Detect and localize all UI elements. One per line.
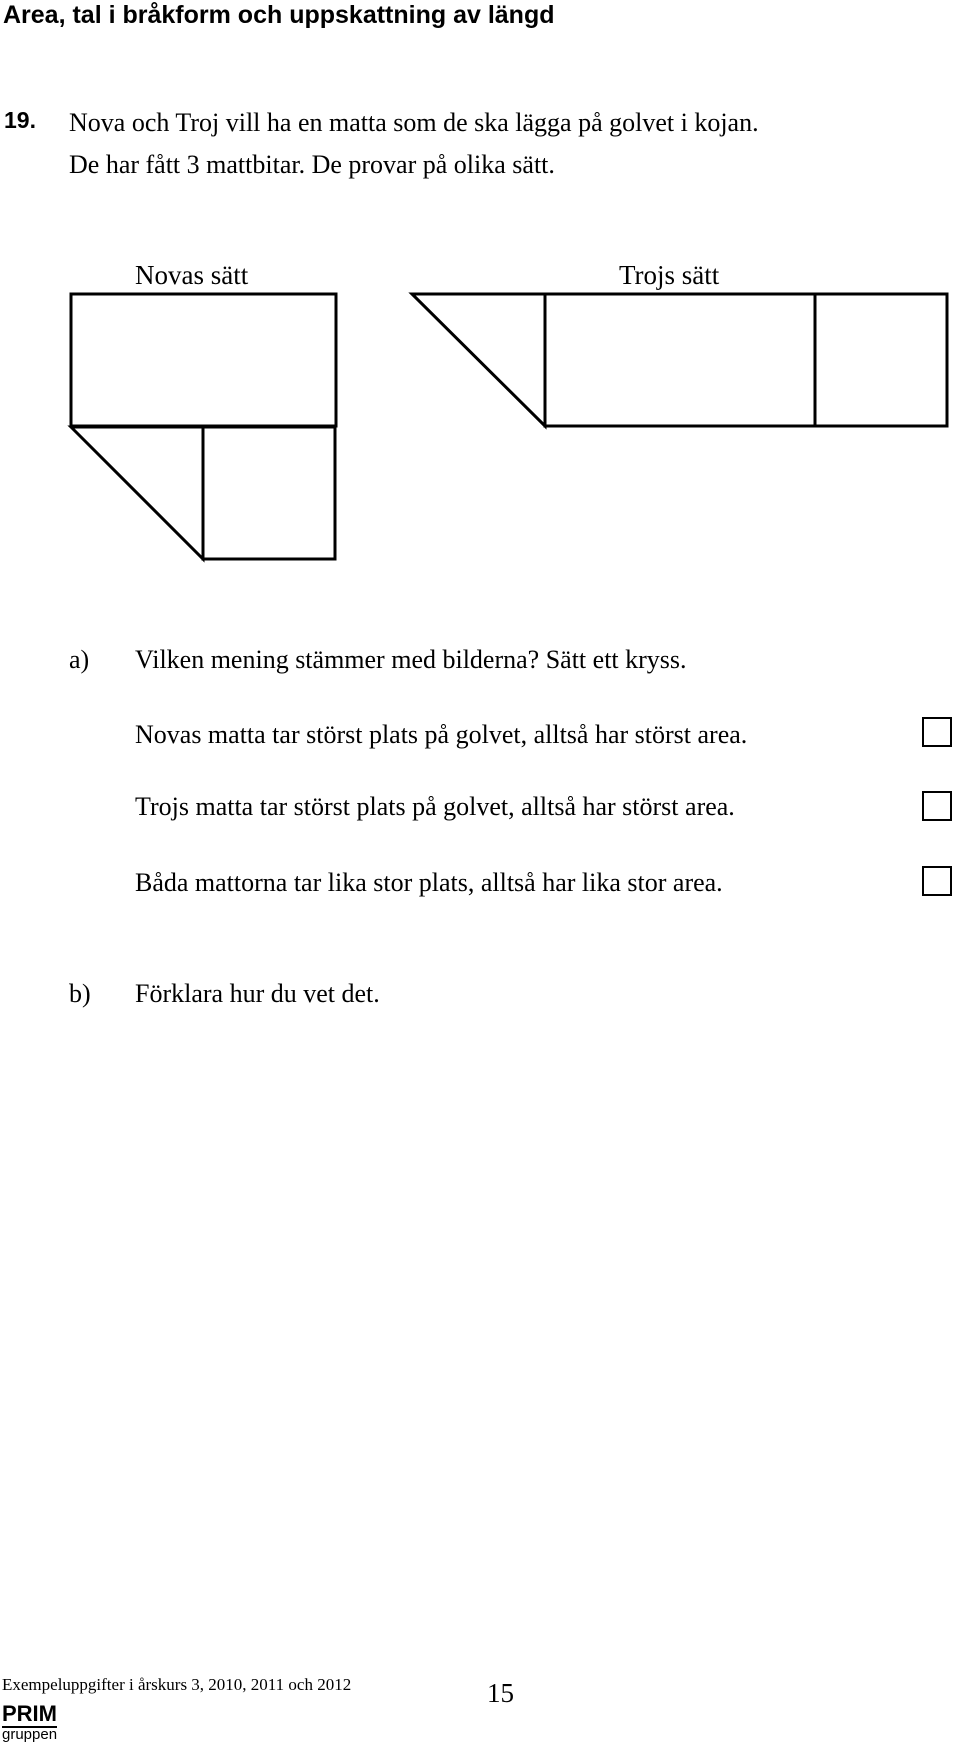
page-title: Area, tal i bråkform och uppskattning av längd [3, 1, 555, 29]
troj-rug-figure [412, 294, 947, 426]
logo-top-text: PRIM [2, 1701, 57, 1726]
troj-triangle-piece [412, 294, 545, 426]
nova-rectangle-piece [71, 294, 336, 426]
nova-triangle-piece [71, 427, 203, 559]
part-b-label: b) [69, 979, 91, 1008]
nova-figure-label: Novas sätt [135, 260, 249, 290]
question-number: 19. [4, 107, 36, 133]
nova-rug-figure [71, 294, 336, 559]
part-b-prompt: Förklara hur du vet det. [135, 979, 380, 1008]
troj-figure-label: Trojs sätt [619, 260, 720, 290]
page-number: 15 [487, 1678, 514, 1708]
option-troj-checkbox[interactable] [922, 791, 952, 821]
rug-figures [0, 0, 960, 600]
footer-source: Exempeluppgifter i årskurs 3, 2010, 2011 och 2012 [2, 1675, 352, 1694]
option-equal-text: Båda mattorna tar lika stor plats, alltså har lika stor area. [135, 868, 723, 897]
prim-gruppen-logo [2, 1703, 72, 1742]
part-a-label: a) [69, 645, 90, 674]
option-nova-checkbox[interactable] [922, 717, 952, 747]
question-text-line-2: De har fått 3 mattbitar. De provar på olika sätt. [69, 150, 555, 179]
option-nova-text: Novas matta tar störst plats på golvet, alltså har störst area. [135, 720, 748, 749]
option-troj-text: Trojs matta tar störst plats på golvet, alltså har störst area. [135, 792, 735, 821]
troj-rectangle-piece [545, 294, 815, 426]
troj-square-piece [815, 294, 947, 426]
logo-bottom-text: gruppen [2, 1726, 58, 1743]
part-a-prompt: Vilken mening stämmer med bilderna? Sätt ett kryss. [135, 645, 687, 674]
question-text-line-1: Nova och Troj vill ha en matta som de ska lägga på golvet i kojan. [69, 108, 759, 137]
nova-square-piece [203, 427, 335, 559]
option-equal-checkbox[interactable] [922, 866, 952, 896]
